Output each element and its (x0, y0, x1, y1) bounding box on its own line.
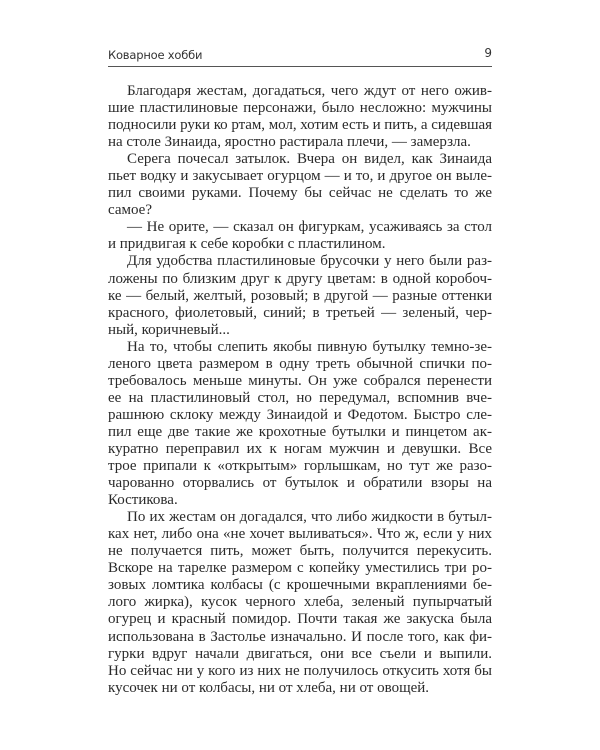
text-line: лого жирка), кусок черного хлеба, зеленый пупырчатый (108, 594, 492, 611)
text-line: чарованно оторвались от бутылок и обратили взоры на (108, 475, 492, 492)
text-line: куратно переправил их к ногам мужчин и девушки. Все (108, 440, 492, 457)
paragraph (108, 83, 492, 151)
text-line: Костикова. (108, 492, 178, 509)
text-line: Благодаря жестам, догадаться, чего ждут от него ожив- (127, 83, 492, 99)
text-line: красного, фиолетовый, синий; в третьей — зеленый, чер- (108, 304, 492, 321)
text-line: Для удобства пластилиновые брусочки у него были раз- (127, 253, 492, 270)
page-number: 9 (484, 46, 492, 60)
text-line: и придвигая к себе коробки с пластилином. (108, 236, 386, 253)
text-line: пьет водку и закусывает огурцом — и то, и другое он выле- (108, 168, 492, 185)
text-line: ках нет, либо она «не хочет выливаться». Что ж, если у них (108, 526, 492, 543)
text-line: требовалось меньше минуты. Он уже собрался перенести (108, 372, 492, 389)
text-line: — Не орите, — сказал он фигуркам, усаживаясь за стол (127, 219, 492, 236)
text-line: гурки вдруг начали двигаться, они все съели и выпили. (108, 645, 492, 662)
paragraph (108, 219, 492, 253)
text-line: подносили руки ко ртам, мол, хотим есть и пить, а сидевшая (108, 117, 492, 134)
paragraph (108, 509, 492, 697)
chapter-title: Коварное хобби (108, 48, 203, 62)
running-header (108, 44, 492, 67)
page-body-text (108, 83, 492, 697)
text-line: ный, коричневый... (108, 321, 230, 338)
text-line: пил своими руками. Почему бы сейчас не сделать то же (108, 185, 492, 202)
paragraph (108, 151, 492, 219)
text-line: пил еще две такие же крохотные бутылки и пинцетом ак- (108, 423, 492, 440)
paragraph (108, 339, 492, 509)
text-line: ее на пластилиновый стол, но передумал, вспомнив вче- (108, 389, 492, 406)
text-line: ке — белый, желтый, розовый; в другой — разные оттенки (108, 287, 492, 304)
text-line: Но сейчас ни у кого из них не получилось откусить хотя бы (108, 662, 492, 679)
text-line: зовых ломтика колбасы (с крошечными вкраплениями бе- (108, 577, 492, 594)
text-line: не получается пить, может быть, получится перекусить. (108, 543, 492, 560)
text-line: шие пластилиновые персонажи, было несложно: мужчины (108, 100, 492, 117)
text-line: На то, чтобы слепить якобы пивную бутылку темно-зе- (127, 338, 492, 355)
text-line: ложены по близким друг к другу цветам: в одной коробоч- (108, 270, 492, 287)
text-line: использована в Застолье изначально. И после того, как фи- (108, 628, 492, 645)
text-line: рашнюю склоку между Зинаидой и Федотом. Быстро сле- (108, 406, 492, 423)
text-line: Вскоре на тарелке размером с копейку уместились три ро- (108, 560, 492, 577)
paragraph (108, 253, 492, 338)
text-line: леного цвета размером в одну треть обычной спички по- (108, 355, 492, 372)
text-line: самое? (108, 202, 152, 219)
text-line: на столе Зинаида, яростно растирала плечи, — замерзла. (108, 134, 471, 151)
text-line: По их жестам он догадался, что либо жидкости в бутыл- (127, 509, 492, 526)
text-line: трое припали к «открытым» горлышкам, но тут же разо- (108, 458, 492, 475)
text-line: Серега почесал затылок. Вчера он видел, как Зинаида (127, 151, 492, 168)
text-line: кусочек ни от колбасы, ни от хлеба, ни от овощей. (108, 679, 430, 696)
text-line: огурец и красный помидор. Почти такая же закуска была (108, 611, 492, 628)
